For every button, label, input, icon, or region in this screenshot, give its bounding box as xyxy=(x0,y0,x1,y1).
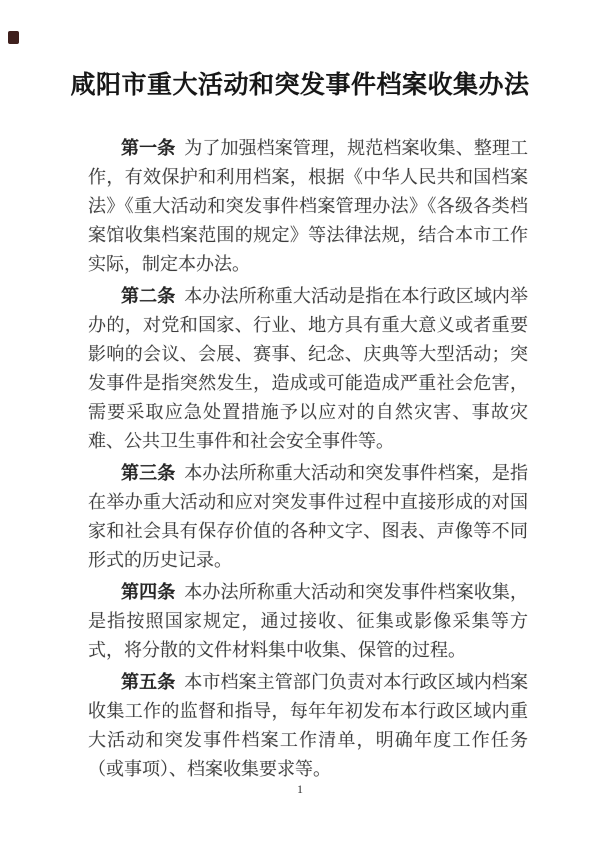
document-body xyxy=(88,134,528,787)
paragraph-article-3 xyxy=(88,459,528,575)
article-3-number: 第三条 xyxy=(121,463,176,483)
article-5-number: 第五条 xyxy=(121,672,176,692)
article-2-text: 本办法所称重大活动是指在本行政区域内举办的，对党和国家、行业、地方具有重大意义或者重要影响的会议、会展、赛事、纪念、庆典等大型活动；突发事件是指突然发生，造成或可能造成严重社会危害，需要采取应急处置措施予以应对的自然灾害、事故灾难、公共卫生事件和社会安全事件等。 xyxy=(88,286,529,451)
article-2-number: 第二条 xyxy=(121,286,176,306)
paragraph-article-5 xyxy=(88,668,528,784)
article-1-number: 第一条 xyxy=(121,138,176,158)
article-5-text: 本市档案主管部门负责对本行政区域内档案收集工作的监督和指导，每年年初发布本行政区域内重大活动和突发事件档案工作清单，明确年度工作任务（或事项）、档案收集要求等。 xyxy=(88,672,529,779)
document-title: 咸阳市重大活动和突发事件档案收集办法 xyxy=(70,72,530,99)
article-4-text: 本办法所称重大活动和突发事件档案收集，是指按照国家规定，通过接收、征集或影像采集等方式，将分散的文件材料集中收集、保管的过程。 xyxy=(88,582,529,660)
paragraph-article-2 xyxy=(88,282,528,456)
page-number: 1 xyxy=(297,782,303,796)
scan-artifact-mark xyxy=(8,31,19,44)
article-4-number: 第四条 xyxy=(121,582,176,602)
article-1-text: 为了加强档案管理，规范档案收集、整理工作，有效保护和利用档案，根据《中华人民共和国档案法》《重大活动和突发事件档案管理办法》《各级各类档案馆收集档案范围的规定》等法律法规，结合本市工作实际，制定本办法。 xyxy=(88,138,529,274)
paragraph-article-4 xyxy=(88,578,528,665)
paragraph-article-1 xyxy=(88,134,528,279)
article-3-text: 本办法所称重大活动和突发事件档案，是指在举办重大活动和应对突发事件过程中直接形成的对国家和社会具有保存价值的各种文字、图表、声像等不同形式的历史记录。 xyxy=(88,463,529,570)
